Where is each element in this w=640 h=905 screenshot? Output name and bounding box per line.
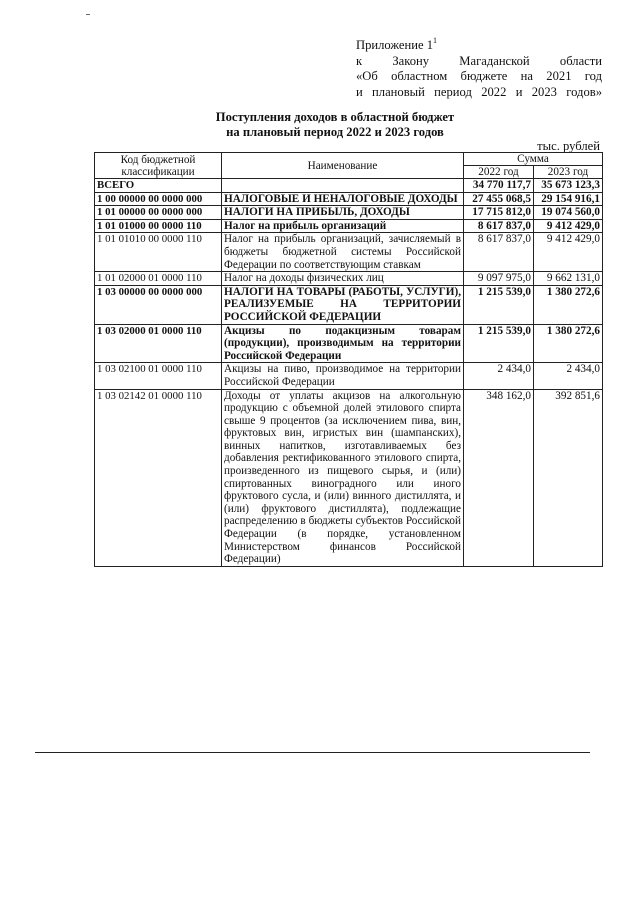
row-value-2022: 1 215 539,0 — [464, 285, 534, 324]
appendix-law-title: «Об областном бюджете на 2021 год — [356, 69, 602, 83]
table-row — [95, 324, 603, 363]
row-name: Акцизы по подакцизным товарам (продукции), производимым на территории Российской Федерации — [222, 324, 464, 363]
row-name: Налог на прибыль организаций, зачисляемый в бюджеты бюджетной системы Российской Федерации по соответствующим ставкам — [222, 233, 464, 272]
row-code: 1 01 01000 00 0000 110 — [95, 219, 222, 233]
row-name: НАЛОГОВЫЕ И НЕНАЛОГОВЫЕ ДОХОДЫ — [222, 192, 464, 206]
row-name: Акцизы на пиво, производимое на территории Российской Федерации — [222, 363, 464, 389]
table-row — [95, 219, 603, 233]
row-value-2022: 2 434,0 — [464, 363, 534, 389]
row-value-2023: 19 074 560,0 — [534, 206, 603, 220]
row-code: 1 03 00000 00 0000 000 — [95, 285, 222, 324]
row-code: 1 01 01010 00 0000 110 — [95, 233, 222, 272]
row-value-2022: 8 617 837,0 — [464, 233, 534, 272]
row-value-2023: 1 380 272,6 — [534, 285, 603, 324]
row-value-2023: 35 673 123,3 — [534, 179, 603, 193]
row-value-2023: 392 851,6 — [534, 389, 603, 566]
row-name — [222, 179, 464, 193]
row-value-2022: 34 770 117,7 — [464, 179, 534, 193]
row-value-2023: 1 380 272,6 — [534, 324, 603, 363]
row-value-2023: 9 412 429,0 — [534, 219, 603, 233]
table-row — [95, 389, 603, 566]
table-row — [95, 272, 603, 286]
table-row — [95, 192, 603, 206]
row-code: 1 03 02142 01 0000 110 — [95, 389, 222, 566]
appendix-law-period: и плановый период 2022 и 2023 годов» — [356, 84, 602, 99]
row-name: Налог на доходы физических лиц — [222, 272, 464, 286]
row-value-2023: 29 154 916,1 — [534, 192, 603, 206]
header-year-2023: 2023 год — [534, 166, 603, 179]
table-row — [95, 206, 603, 220]
scan-mark — [86, 14, 90, 15]
header-sum: Сумма — [464, 153, 603, 166]
title-line-1: Поступления доходов в областной бюджет — [215, 110, 455, 124]
row-name: НАЛОГИ НА ПРИБЫЛЬ, ДОХОДЫ — [222, 206, 464, 220]
row-value-2022: 348 162,0 — [464, 389, 534, 566]
appendix-label: Приложение $1^1$ — [356, 36, 438, 52]
header-year-2022: 2022 год — [464, 166, 534, 179]
document-title — [190, 110, 480, 140]
row-code: 1 01 00000 00 0000 000 — [95, 206, 222, 220]
header-name: Наименование — [222, 153, 464, 179]
row-name: Доходы от уплаты акцизов на алкогольную продукцию с объемной долей этилового спирта свыше 9 процентов (за исключением пива, вин, фруктовых вин, игристых вин (шампанских), винных напитков, изготавливаемых без добавления ректификованного этилового спирта, произведенного из пищевого сырья, и (или) спиртованных виноградного или иного фруктового сусла, и (или) винного дистиллята, и (или) фруктового дистиллята), подлежащие распределению в бюджеты субъектов Российской Федерации (в порядке, установленном Министерством финансов Российской Федерации) — [222, 389, 464, 566]
table-row — [95, 233, 603, 272]
row-code: 1 00 00000 00 0000 000 — [95, 192, 222, 206]
appendix-header — [356, 38, 602, 100]
header-code: Код бюджетной классификации — [95, 153, 222, 179]
row-value-2023: 9 412 429,0 — [534, 233, 603, 272]
table-row — [95, 179, 603, 193]
row-value-2022: 17 715 812,0 — [464, 206, 534, 220]
table-row — [95, 285, 603, 324]
row-code: 1 03 02100 01 0000 110 — [95, 363, 222, 389]
row-value-2022: 8 617 837,0 — [464, 219, 534, 233]
row-value-2023: 2 434,0 — [534, 363, 603, 389]
row-value-2022: 27 455 068,5 — [464, 192, 534, 206]
revenue-table — [94, 152, 603, 567]
row-code: 1 01 02000 01 0000 110 — [95, 272, 222, 286]
appendix-law-line: к Закону Магаданской области — [356, 53, 602, 68]
row-value-2022: 9 097 975,0 — [464, 272, 534, 286]
page-divider — [35, 752, 590, 753]
table-row — [95, 363, 603, 389]
row-value-2022: 1 215 539,0 — [464, 324, 534, 363]
row-value-2023: 9 662 131,0 — [534, 272, 603, 286]
units-label: тыс. рублей — [537, 139, 600, 153]
row-code: 1 03 02000 01 0000 110 — [95, 324, 222, 363]
title-line-2: на плановый период 2022 и 2023 годов — [226, 125, 444, 139]
row-name: НАЛОГИ НА ТОВАРЫ (РАБОТЫ, УСЛУГИ), РЕАЛИЗУЕМЫЕ НА ТЕРРИТОРИИ РОССИЙСКОЙ ФЕДЕРАЦИИ — [222, 285, 464, 324]
row-name: Налог на прибыль организаций — [222, 219, 464, 233]
row-code: ВСЕГО — [95, 179, 222, 193]
